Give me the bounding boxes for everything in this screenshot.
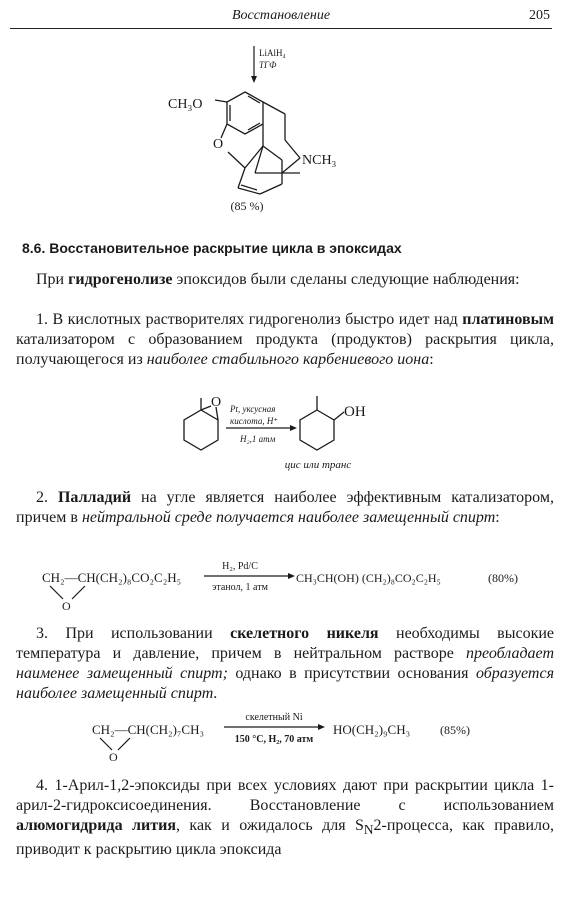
bold-term: скелетного никеля <box>230 625 379 642</box>
text-span: При <box>36 271 69 288</box>
yield-scheme3: (80%) <box>488 571 518 585</box>
condition-bottom: 150 °C, H₂, 70 атм <box>234 734 314 745</box>
scheme-cyclohexane-epoxide <box>0 390 562 480</box>
condition-line1: Pt, уксусная <box>230 404 276 414</box>
scheme-palladium-hydrogenolysis <box>0 556 562 616</box>
text-span: 1. В кислотных растворителях гидрогенолиз быстро идет над <box>36 311 463 328</box>
bold-term: гидрогенолизе <box>68 271 173 288</box>
paragraph-point-4 <box>16 776 554 860</box>
condition-line3: H₂,1 атм <box>240 434 276 444</box>
yield-scheme1: (85 %) <box>230 199 264 213</box>
text-span: : <box>495 509 500 526</box>
text-span: , как и ожидалось для S <box>175 817 364 834</box>
condition-top: H₂, Pd/C <box>222 561 258 572</box>
yield-scheme4: (85%) <box>440 723 470 737</box>
running-title: Восстановление <box>231 8 331 23</box>
stereo-label: цис или транс <box>284 459 352 471</box>
reactant-formula: CH₂—CH(CH₂)₈CO₂C₂H₅ <box>42 570 182 585</box>
section-number: 8.6. <box>22 240 46 256</box>
page-header <box>10 8 552 29</box>
page-number: 205 <box>529 8 550 23</box>
epoxide-bridge <box>100 738 130 750</box>
text-span: 2. <box>36 489 58 506</box>
product-formula: CH₃CH(OH) (CH₂)₈CO₂C₂H₅ <box>296 571 441 585</box>
bold-term: платиновым <box>462 311 554 328</box>
condition-line2: кислота, H⁺ <box>230 416 279 426</box>
italic-phrase: нейтральной среде получается наиболее замещенный спирт <box>81 509 496 526</box>
cyclohexanol-structure <box>300 396 344 450</box>
paragraph-point-2 <box>16 488 554 528</box>
text-span: необходимы высокие температура и давление, причем в нейтральном растворе <box>16 625 554 662</box>
paragraph-point-1 <box>16 310 554 370</box>
text-span: : <box>429 351 434 368</box>
reagent-bottom: ТГФ <box>259 60 277 70</box>
reactant-formula: CH₂—CH(CH₂)₇CH₃ <box>92 722 205 737</box>
arrow-head <box>318 724 325 730</box>
n-methyl-group: NCH₃ <box>302 153 337 168</box>
text-span: катализатором с образованием продукта (продуктов) раскрытия цикла, получающегося из <box>16 331 554 368</box>
paragraph-intro <box>16 270 554 290</box>
reagent-top: LiAlH₄ <box>259 48 286 58</box>
italic-phrase: образуется наиболее замещенный спирт <box>16 665 555 702</box>
italic-phrase: наиболее стабильного карбениевого иона <box>146 351 430 368</box>
bold-term: алюмогидрида лития <box>16 817 176 834</box>
condition-top: скелетный Ni <box>245 712 303 723</box>
morphinan-skeleton <box>215 92 300 194</box>
hydroxyl-group: OH <box>344 404 366 420</box>
text-span: эпоксидов были сделаны следующие наблюдения: <box>172 271 520 288</box>
scheme-nickel-hydrogenolysis <box>0 706 562 766</box>
arrow-head <box>288 573 295 579</box>
section-heading <box>22 240 552 256</box>
methoxy-group: CH₃O <box>168 97 203 112</box>
epoxide-bridge <box>50 586 85 599</box>
text-span: однако в присутствии основания <box>227 665 476 682</box>
text-span: на угле является наиболее эффективным катализатором, причем в <box>16 489 554 526</box>
subscript: N <box>363 822 374 838</box>
bold-term: Палладий <box>57 489 132 506</box>
epoxide-oxygen: O <box>211 395 222 410</box>
arrow-head <box>251 76 257 83</box>
text-span: . <box>213 685 218 702</box>
italic-phrase: преобладает наименее замещенный спирт; <box>16 645 554 682</box>
paragraph-point-3 <box>16 624 554 704</box>
text-span: 2-процесса, как правило, приводит к раскрытию цикла эпоксида <box>16 817 555 859</box>
epoxide-oxygen: O <box>62 599 71 613</box>
scheme-morphinan <box>0 40 562 220</box>
text-span: 3. При использовании <box>36 625 231 642</box>
text-span: 4. 1-Арил-1,2-эпоксиды при всех условиях дают при раскрытии цикла 1-арил-2-гидроксисоединения. Восстановление с использованием <box>16 777 554 814</box>
arrow-head <box>290 425 297 431</box>
condition-bottom: этанол, 1 атм <box>212 582 268 593</box>
section-title-text: Восстановительное раскрытие цикла в эпоксидах <box>49 240 402 256</box>
ring-oxygen: O <box>213 137 224 152</box>
epoxide-oxygen: O <box>109 750 118 764</box>
product-formula: HO(CH₂)₉CH₃ <box>333 722 411 737</box>
